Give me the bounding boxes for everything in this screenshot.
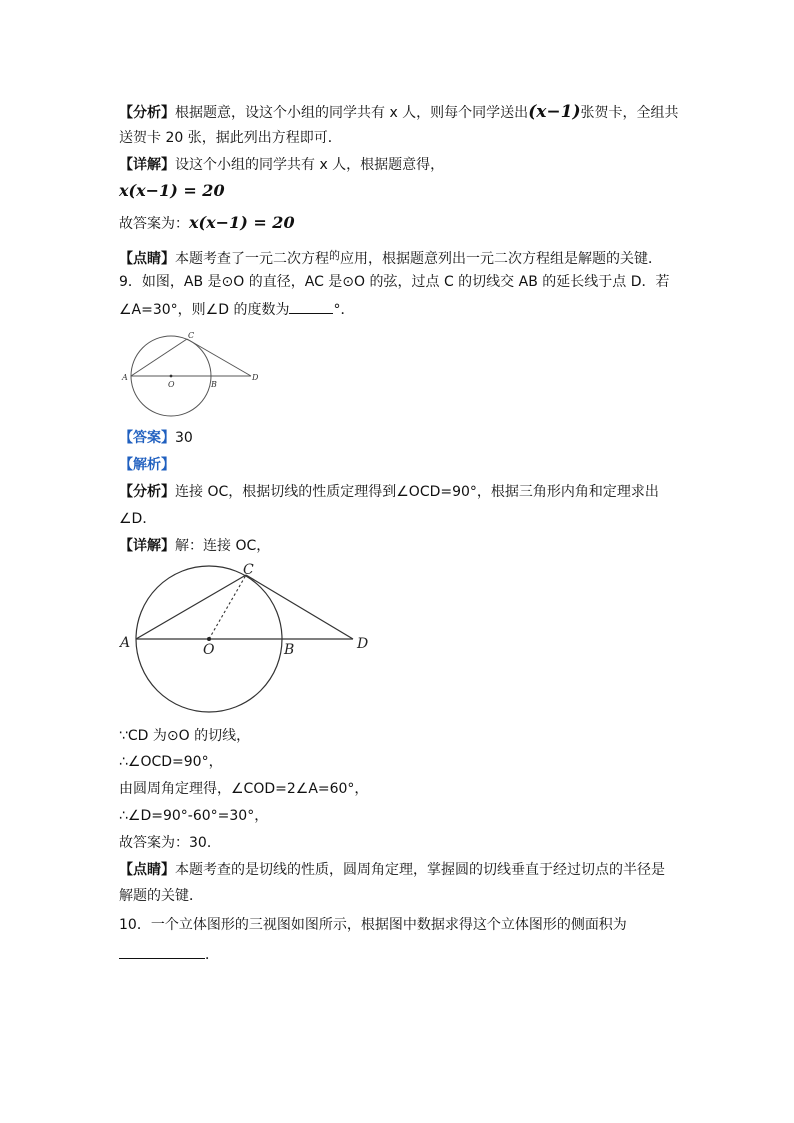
- small-label-c: C: [188, 331, 195, 340]
- q9-detail-text: 解：连接 OC，: [175, 538, 271, 554]
- q8-comment-label: 【点睛】: [119, 251, 175, 267]
- q8-equation-line: [119, 181, 225, 202]
- q8-comment-text-b: 应用，根据题意列出一元二次方程组是解题的关键．: [340, 251, 662, 267]
- q8-answer-prefix: 故答案为：: [119, 216, 189, 232]
- q9-analysis-label: 【分析】: [119, 484, 175, 500]
- large-line-ac: [136, 575, 246, 639]
- q9-detail-label: 【详解】: [119, 538, 175, 554]
- small-label-a: A: [122, 373, 128, 382]
- q9-analysis-line-2: [119, 509, 156, 529]
- q9-comment-line-2: [119, 886, 203, 906]
- small-center-point: [170, 375, 173, 378]
- q8-analysis-text-2: 送贺卡 20 张，据此列出方程即可．: [119, 130, 342, 146]
- q9-stem-line-1: [119, 272, 669, 292]
- q10-stem-1: 10．一个立体图形的三视图如图所示，根据图中数据求得这个立体图形的侧面积为: [119, 917, 627, 933]
- q8-detail-line: [119, 155, 444, 175]
- q10-answer-blank[interactable]: [119, 944, 205, 959]
- q9-explain-line: [119, 455, 175, 475]
- large-label-a: A: [120, 635, 131, 651]
- small-label-b: B: [211, 380, 217, 389]
- small-label-d: D: [252, 373, 259, 382]
- q9-comment-text-2: 解题的关键．: [119, 888, 203, 904]
- q8-comment-line: [119, 246, 662, 269]
- q9-step-3: 由圆周角定理得，∠COD=2∠A=60°，: [119, 781, 369, 797]
- q9-analysis-line-1: [119, 482, 659, 502]
- q9-detail-line: [119, 536, 270, 556]
- q9-comment-text-1: 本题考查的是切线的性质，圆周角定理，掌握圆的切线垂直于经过切点的半径是: [175, 862, 665, 878]
- q9-answer-blank[interactable]: [289, 299, 333, 314]
- q9-analysis-text-1: 连接 OC，根据切线的性质定理得到∠OCD=90°，根据三角形内角和定理求出: [175, 484, 659, 500]
- q8-analysis-line-1: [119, 102, 678, 123]
- q8-analysis-text-1b: 张贺卡，全组共: [580, 105, 679, 121]
- q8-analysis-line-2: [119, 128, 342, 148]
- q9-explain-label: 【解析】: [119, 457, 175, 473]
- large-label-b: B: [284, 642, 295, 658]
- q9-small-figure: [117, 330, 267, 418]
- large-label-c: C: [243, 562, 254, 578]
- small-line-ac: [131, 339, 187, 376]
- q9-stem-2a: ∠A=30°，则∠D 的度数为: [119, 302, 290, 318]
- q9-answer-line: [119, 428, 193, 448]
- q9-stem-line-2: [119, 299, 354, 320]
- q8-detail-text: 设这个小组的同学共有 x 人，根据题意得，: [175, 157, 445, 173]
- q9-step-4: ∴∠D=90°-60°=30°，: [119, 808, 269, 824]
- q8-analysis-text-1a: 根据题意，设这个小组的同学共有 x 人，则每个同学送出: [175, 105, 529, 121]
- q10-stem-line-1: [119, 915, 627, 935]
- q8-analysis-label: 【分析】: [119, 105, 175, 121]
- q8-detail-label: 【详解】: [119, 157, 175, 173]
- q9-stem-1: 9．如图，AB 是⊙O 的直径，AC 是⊙O 的弦，过点 C 的切线交 AB 的延长线于点 D．若: [119, 274, 670, 290]
- large-label-o: O: [203, 642, 215, 658]
- q8-answer-equation: x(x−1) = 20: [189, 213, 295, 232]
- q10-stem-line-2: [119, 944, 219, 965]
- q8-analysis-expr: (x−1): [528, 102, 581, 122]
- q9-comment-line-1: [119, 860, 665, 880]
- q8-comment-text-a: 本题考查了一元二次方程: [175, 251, 329, 267]
- q9-step-1: ∵CD 为⊙O 的切线，: [119, 728, 251, 744]
- q8-equation: x(x−1) = 20: [119, 181, 225, 200]
- large-line-cd: [246, 575, 353, 639]
- q9-stem-2b: °．: [333, 302, 355, 318]
- small-label-o: O: [168, 380, 175, 389]
- q8-answer-line: [119, 213, 295, 234]
- q10-stem-2: ．: [205, 947, 219, 963]
- small-line-cd: [187, 339, 251, 376]
- q9-large-figure: [115, 560, 375, 720]
- q9-comment-label: 【点睛】: [119, 862, 175, 878]
- q9-step-5: 故答案为：30．: [119, 835, 221, 851]
- q9-answer-value: 30: [175, 430, 193, 446]
- large-line-oc-dotted: [209, 575, 246, 639]
- q9-analysis-text-2: ∠D．: [119, 511, 157, 527]
- q9-step-2: ∴∠OCD=90°，: [119, 754, 223, 770]
- q9-answer-label: 【答案】: [119, 430, 175, 446]
- q8-comment-text-de: 的: [329, 249, 340, 262]
- large-label-d: D: [357, 636, 369, 652]
- large-center-point: [207, 637, 211, 641]
